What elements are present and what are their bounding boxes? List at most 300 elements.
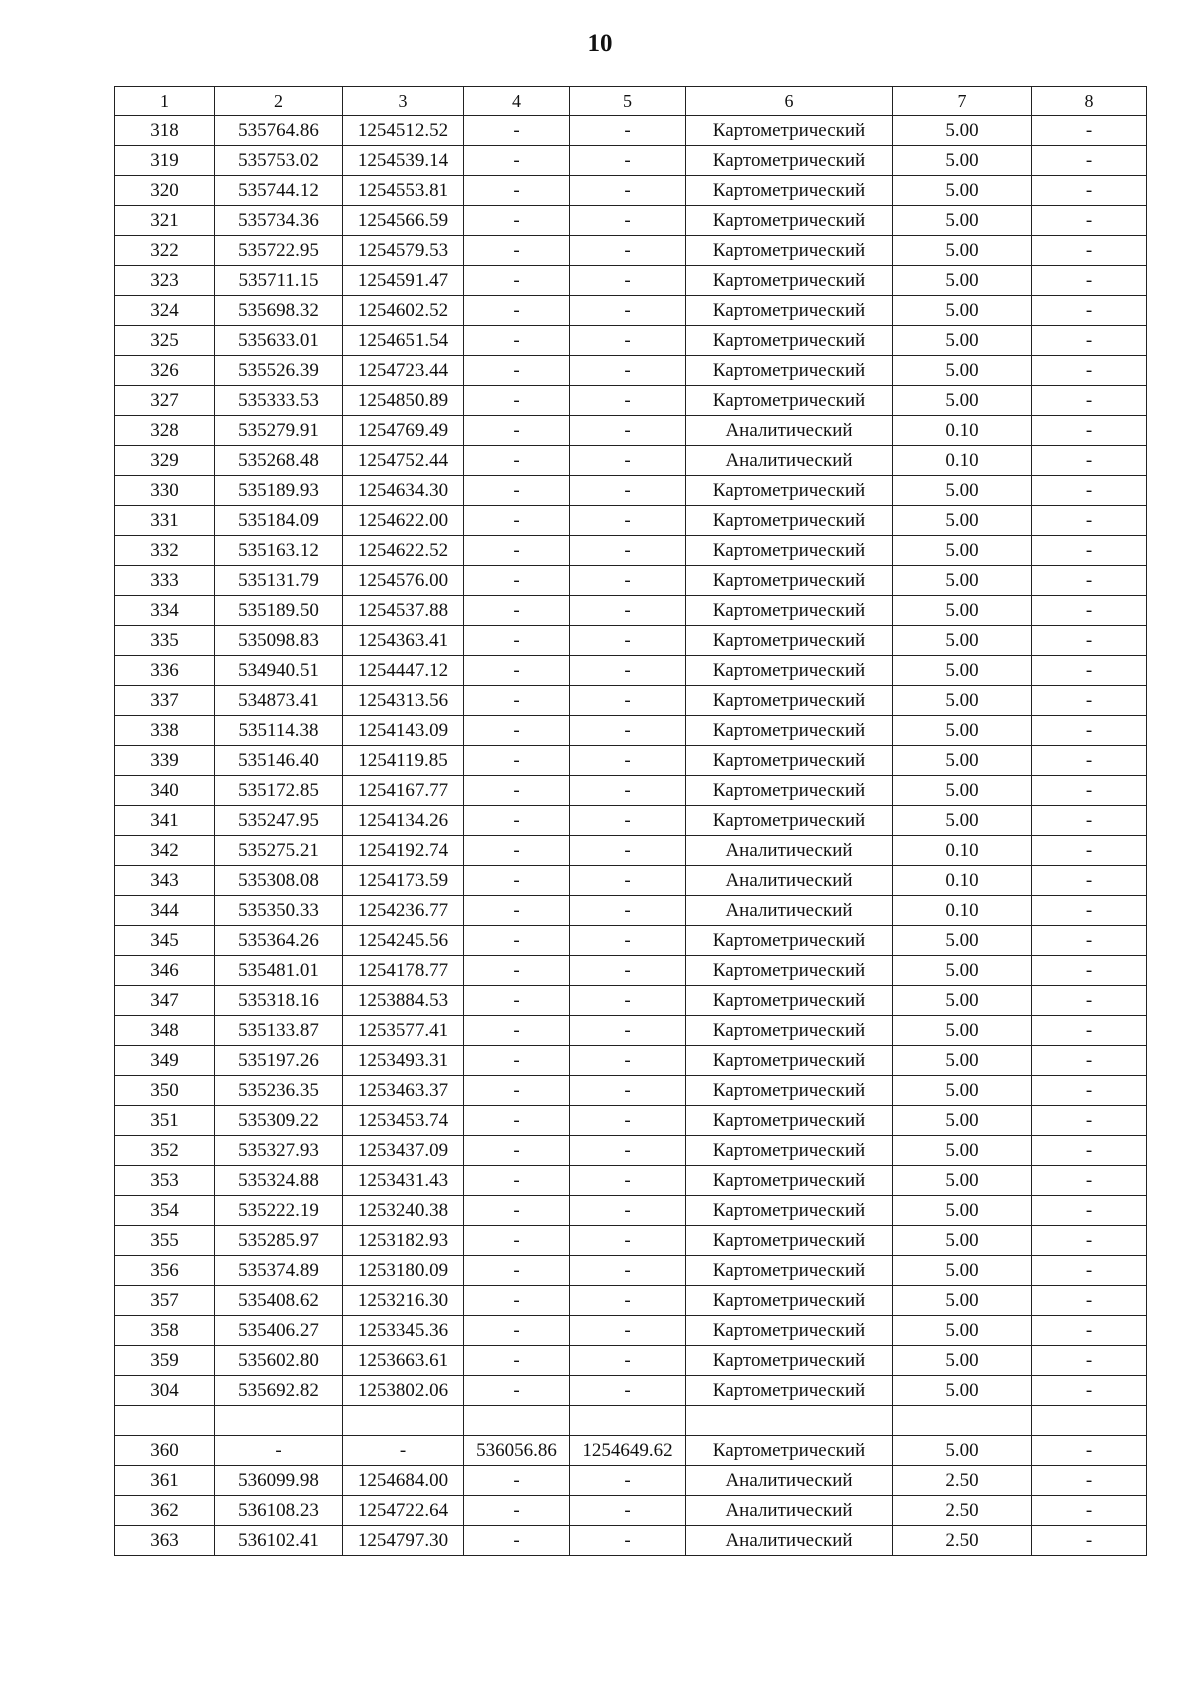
table-cell: Картометрический xyxy=(686,956,893,986)
table-cell: - xyxy=(570,116,686,146)
table-cell: Картометрический xyxy=(686,746,893,776)
column-header: 1 xyxy=(115,87,215,116)
table-cell: 1254178.77 xyxy=(343,956,464,986)
table-cell: 5.00 xyxy=(893,1196,1032,1226)
table-row xyxy=(115,836,1147,866)
table-cell: 535408.62 xyxy=(215,1286,343,1316)
table-cell: - xyxy=(570,176,686,206)
table-cell: 535324.88 xyxy=(215,1166,343,1196)
table-cell: 5.00 xyxy=(893,986,1032,1016)
table-row xyxy=(115,1106,1147,1136)
table-row xyxy=(115,866,1147,896)
table-cell: 535133.87 xyxy=(215,1016,343,1046)
table-cell: Картометрический xyxy=(686,716,893,746)
table-row xyxy=(115,626,1147,656)
table-body xyxy=(115,87,1147,1556)
table-cell: - xyxy=(1032,1346,1147,1376)
table-cell: - xyxy=(464,746,570,776)
table-cell: Аналитический xyxy=(686,1466,893,1496)
table-row xyxy=(115,506,1147,536)
table-cell: - xyxy=(570,566,686,596)
table-cell: - xyxy=(1032,176,1147,206)
table-cell: - xyxy=(464,956,570,986)
table-cell: - xyxy=(1032,806,1147,836)
table-cell: 0.10 xyxy=(893,446,1032,476)
table-row xyxy=(115,746,1147,776)
table-cell: 362 xyxy=(115,1496,215,1526)
page-number: 10 xyxy=(587,30,613,57)
table-cell: - xyxy=(1032,836,1147,866)
table-cell: 0.10 xyxy=(893,416,1032,446)
table-cell: - xyxy=(1032,956,1147,986)
table-row xyxy=(115,146,1147,176)
table-row xyxy=(115,1226,1147,1256)
table-cell: 2.50 xyxy=(893,1496,1032,1526)
table-cell: Картометрический xyxy=(686,1166,893,1196)
table-cell: - xyxy=(464,1076,570,1106)
table-row xyxy=(115,716,1147,746)
table-cell: 5.00 xyxy=(893,356,1032,386)
table-cell: Картометрический xyxy=(686,386,893,416)
table-cell: 344 xyxy=(115,896,215,926)
table-cell: 535481.01 xyxy=(215,956,343,986)
table-cell: - xyxy=(464,446,570,476)
header-row xyxy=(115,87,1147,116)
table-cell: 1254752.44 xyxy=(343,446,464,476)
table-cell: - xyxy=(570,1196,686,1226)
table-cell: 1254192.74 xyxy=(343,836,464,866)
table-cell: 1254447.12 xyxy=(343,656,464,686)
table-cell: 5.00 xyxy=(893,566,1032,596)
table-cell: Картометрический xyxy=(686,1106,893,1136)
table-cell: Картометрический xyxy=(686,206,893,236)
table-row xyxy=(115,566,1147,596)
table-cell: 1253453.74 xyxy=(343,1106,464,1136)
table-cell: - xyxy=(464,656,570,686)
table-cell: 535275.21 xyxy=(215,836,343,866)
table-cell: - xyxy=(464,986,570,1016)
table-cell: 352 xyxy=(115,1136,215,1166)
table-cell: - xyxy=(570,866,686,896)
table-cell: - xyxy=(1032,596,1147,626)
table-cell: - xyxy=(464,536,570,566)
table-row xyxy=(115,986,1147,1016)
table-cell: 2.50 xyxy=(893,1526,1032,1556)
table-cell: Картометрический xyxy=(686,1136,893,1166)
table-cell: 1254313.56 xyxy=(343,686,464,716)
table-cell: - xyxy=(570,746,686,776)
table-cell: 5.00 xyxy=(893,596,1032,626)
table-row xyxy=(115,1376,1147,1406)
table-cell: 535236.35 xyxy=(215,1076,343,1106)
table-cell: Картометрический xyxy=(686,776,893,806)
table-cell: Картометрический xyxy=(686,1316,893,1346)
table-cell: 535406.27 xyxy=(215,1316,343,1346)
table-cell: - xyxy=(1032,896,1147,926)
table-cell: 331 xyxy=(115,506,215,536)
table-cell: 5.00 xyxy=(893,146,1032,176)
table-cell: 535098.83 xyxy=(215,626,343,656)
table-cell: - xyxy=(570,1136,686,1166)
table-cell: - xyxy=(1032,1106,1147,1136)
table-cell: 535279.91 xyxy=(215,416,343,446)
table-cell: - xyxy=(570,1376,686,1406)
table-cell: - xyxy=(464,866,570,896)
table-cell: - xyxy=(215,1436,343,1466)
table-cell: 535318.16 xyxy=(215,986,343,1016)
table-cell: - xyxy=(343,1436,464,1466)
table-row xyxy=(115,446,1147,476)
table-cell: 1254143.09 xyxy=(343,716,464,746)
table-cell: 1254566.59 xyxy=(343,206,464,236)
table-cell xyxy=(570,1406,686,1436)
table-cell: 5.00 xyxy=(893,1136,1032,1166)
table-cell: - xyxy=(464,896,570,926)
table-cell: 535114.38 xyxy=(215,716,343,746)
table-cell: 535764.86 xyxy=(215,116,343,146)
table-row xyxy=(115,116,1147,146)
table-row xyxy=(115,1136,1147,1166)
table-cell: 1253493.31 xyxy=(343,1046,464,1076)
table-row xyxy=(115,1016,1147,1046)
table-cell: Картометрический xyxy=(686,806,893,836)
table-cell: 1253884.53 xyxy=(343,986,464,1016)
table-cell: - xyxy=(1032,1256,1147,1286)
table-cell xyxy=(215,1406,343,1436)
table-cell: 357 xyxy=(115,1286,215,1316)
table-cell: 1254634.30 xyxy=(343,476,464,506)
table-cell: Картометрический xyxy=(686,326,893,356)
table-cell: 1254236.77 xyxy=(343,896,464,926)
table-row xyxy=(115,1256,1147,1286)
table-cell: 5.00 xyxy=(893,236,1032,266)
table-cell: 1254622.00 xyxy=(343,506,464,536)
table-cell: 1253663.61 xyxy=(343,1346,464,1376)
table-cell: - xyxy=(1032,1496,1147,1526)
table-cell: - xyxy=(464,1106,570,1136)
table-cell: 339 xyxy=(115,746,215,776)
table-cell: - xyxy=(570,776,686,806)
table-row xyxy=(115,1466,1147,1496)
table-cell: - xyxy=(1032,296,1147,326)
table-cell: 1253345.36 xyxy=(343,1316,464,1346)
table-row xyxy=(115,1346,1147,1376)
table-row xyxy=(115,176,1147,206)
table-cell: 1254576.00 xyxy=(343,566,464,596)
table-cell: 1254602.52 xyxy=(343,296,464,326)
table-cell: - xyxy=(570,416,686,446)
table-cell: Картометрический xyxy=(686,626,893,656)
table-cell: 1254649.62 xyxy=(570,1436,686,1466)
table-cell: 1254245.56 xyxy=(343,926,464,956)
table-cell: 5.00 xyxy=(893,716,1032,746)
table-cell: 5.00 xyxy=(893,1436,1032,1466)
table-cell: Картометрический xyxy=(686,1256,893,1286)
table-cell: 318 xyxy=(115,116,215,146)
table-cell: 535309.22 xyxy=(215,1106,343,1136)
table-cell: 5.00 xyxy=(893,1256,1032,1286)
table-cell: 327 xyxy=(115,386,215,416)
table-cell: 1254363.41 xyxy=(343,626,464,656)
table-cell: 536108.23 xyxy=(215,1496,343,1526)
table-cell: - xyxy=(570,986,686,1016)
table-cell: - xyxy=(1032,1376,1147,1406)
table-cell: - xyxy=(464,116,570,146)
table-cell: Картометрический xyxy=(686,1436,893,1466)
table-cell: Картометрический xyxy=(686,1376,893,1406)
table-cell: Картометрический xyxy=(686,476,893,506)
table-cell: 535722.95 xyxy=(215,236,343,266)
table-cell: 5.00 xyxy=(893,506,1032,536)
table-row xyxy=(115,686,1147,716)
table-cell: - xyxy=(570,1166,686,1196)
table-cell: - xyxy=(1032,1436,1147,1466)
table-row xyxy=(115,956,1147,986)
table-cell: - xyxy=(570,1316,686,1346)
table-cell: - xyxy=(1032,386,1147,416)
table-cell: Картометрический xyxy=(686,1076,893,1106)
table-cell: 1253182.93 xyxy=(343,1226,464,1256)
table-cell: 535692.82 xyxy=(215,1376,343,1406)
table-cell: - xyxy=(464,836,570,866)
table-cell xyxy=(115,1406,215,1436)
table-cell: 535247.95 xyxy=(215,806,343,836)
table-cell: 535526.39 xyxy=(215,356,343,386)
table-row xyxy=(115,536,1147,566)
table-row xyxy=(115,416,1147,446)
table-cell: 360 xyxy=(115,1436,215,1466)
table-cell: 1254539.14 xyxy=(343,146,464,176)
column-header: 4 xyxy=(464,87,570,116)
table-cell: Картометрический xyxy=(686,656,893,686)
table-cell: - xyxy=(570,1466,686,1496)
table-cell: 323 xyxy=(115,266,215,296)
table-cell: Картометрический xyxy=(686,926,893,956)
table-cell: 5.00 xyxy=(893,926,1032,956)
table-cell: 332 xyxy=(115,536,215,566)
table-cell: - xyxy=(464,806,570,836)
table-cell: Картометрический xyxy=(686,506,893,536)
table-cell: 322 xyxy=(115,236,215,266)
table-cell: 326 xyxy=(115,356,215,386)
table-cell: 535364.26 xyxy=(215,926,343,956)
table-cell: - xyxy=(570,836,686,866)
table-cell: - xyxy=(464,776,570,806)
table-cell: - xyxy=(570,656,686,686)
table-cell: 5.00 xyxy=(893,1226,1032,1256)
table-cell: 348 xyxy=(115,1016,215,1046)
table-row xyxy=(115,1406,1147,1436)
table-row xyxy=(115,476,1147,506)
table-cell: 1254622.52 xyxy=(343,536,464,566)
table-row xyxy=(115,1286,1147,1316)
table-cell: - xyxy=(464,1256,570,1286)
table-cell: - xyxy=(570,266,686,296)
table-cell: 5.00 xyxy=(893,1286,1032,1316)
table-cell: - xyxy=(1032,116,1147,146)
table-cell: 5.00 xyxy=(893,1346,1032,1376)
table-cell: - xyxy=(1032,206,1147,236)
table-cell: - xyxy=(570,596,686,626)
table-cell: - xyxy=(464,1016,570,1046)
column-header: 3 xyxy=(343,87,464,116)
table-cell: 535197.26 xyxy=(215,1046,343,1076)
table-cell: - xyxy=(464,1046,570,1076)
table-cell: 354 xyxy=(115,1196,215,1226)
table-cell: 361 xyxy=(115,1466,215,1496)
table-cell: 535374.89 xyxy=(215,1256,343,1286)
table-cell: - xyxy=(1032,356,1147,386)
table-cell: - xyxy=(1032,1076,1147,1106)
table-row xyxy=(115,1076,1147,1106)
table-cell: - xyxy=(464,926,570,956)
table-cell: 535698.32 xyxy=(215,296,343,326)
table-cell: - xyxy=(570,386,686,416)
table-cell: 535184.09 xyxy=(215,506,343,536)
table-cell: 535308.08 xyxy=(215,866,343,896)
column-header: 6 xyxy=(686,87,893,116)
table-cell: 1253431.43 xyxy=(343,1166,464,1196)
table-cell: 325 xyxy=(115,326,215,356)
table-cell: 535146.40 xyxy=(215,746,343,776)
table-cell: Аналитический xyxy=(686,1526,893,1556)
table-cell: - xyxy=(570,356,686,386)
table-cell: - xyxy=(570,1256,686,1286)
table-cell: 345 xyxy=(115,926,215,956)
table-cell: 535285.97 xyxy=(215,1226,343,1256)
table-row xyxy=(115,296,1147,326)
table-cell: - xyxy=(1032,1316,1147,1346)
table-cell: - xyxy=(570,1076,686,1106)
table-cell: 350 xyxy=(115,1076,215,1106)
table-cell: 5.00 xyxy=(893,1046,1032,1076)
table-cell: - xyxy=(464,416,570,446)
table-cell: - xyxy=(1032,1136,1147,1166)
table-cell: 349 xyxy=(115,1046,215,1076)
table-cell: Аналитический xyxy=(686,416,893,446)
table-cell: - xyxy=(570,716,686,746)
table-row xyxy=(115,776,1147,806)
table-cell: 358 xyxy=(115,1316,215,1346)
table-cell: - xyxy=(570,536,686,566)
table-cell: 536102.41 xyxy=(215,1526,343,1556)
table-row xyxy=(115,656,1147,686)
table-cell: 329 xyxy=(115,446,215,476)
table-cell: 5.00 xyxy=(893,686,1032,716)
table-cell: 5.00 xyxy=(893,956,1032,986)
table-cell: - xyxy=(570,1496,686,1526)
table-cell: Картометрический xyxy=(686,1196,893,1226)
table-cell: 351 xyxy=(115,1106,215,1136)
table-row xyxy=(115,236,1147,266)
table-cell: - xyxy=(1032,146,1147,176)
table-cell: - xyxy=(1032,1226,1147,1256)
table-row xyxy=(115,1166,1147,1196)
table-cell: - xyxy=(464,1376,570,1406)
table-cell: 333 xyxy=(115,566,215,596)
table-cell: 1253463.37 xyxy=(343,1076,464,1106)
table-cell: 1254723.44 xyxy=(343,356,464,386)
table-row xyxy=(115,1526,1147,1556)
table-cell: - xyxy=(464,1346,570,1376)
table-cell: - xyxy=(464,1226,570,1256)
table-cell: 0.10 xyxy=(893,866,1032,896)
table-cell xyxy=(343,1406,464,1436)
table-cell: 5.00 xyxy=(893,476,1032,506)
table-cell: 535711.15 xyxy=(215,266,343,296)
table-cell: Картометрический xyxy=(686,1046,893,1076)
table-cell: 535633.01 xyxy=(215,326,343,356)
table-cell: 1254684.00 xyxy=(343,1466,464,1496)
table-cell: 535163.12 xyxy=(215,536,343,566)
table-cell: 535753.02 xyxy=(215,146,343,176)
table-cell: Картометрический xyxy=(686,176,893,206)
table-cell: - xyxy=(1032,866,1147,896)
table-cell: 535333.53 xyxy=(215,386,343,416)
table-cell: 1254769.49 xyxy=(343,416,464,446)
table-cell: - xyxy=(464,296,570,326)
table-row xyxy=(115,896,1147,926)
table-cell: 535268.48 xyxy=(215,446,343,476)
table-cell: 535327.93 xyxy=(215,1136,343,1166)
table-cell: 5.00 xyxy=(893,1016,1032,1046)
table-cell: 535189.50 xyxy=(215,596,343,626)
table-cell: 1254537.88 xyxy=(343,596,464,626)
table-cell: 1254797.30 xyxy=(343,1526,464,1556)
table-cell: 346 xyxy=(115,956,215,986)
table-cell: - xyxy=(464,1166,570,1196)
table-cell: 5.00 xyxy=(893,266,1032,296)
table-cell xyxy=(893,1406,1032,1436)
table-cell: 336 xyxy=(115,656,215,686)
table-cell: Картометрический xyxy=(686,536,893,566)
table-cell: 1254553.81 xyxy=(343,176,464,206)
table-cell: - xyxy=(1032,716,1147,746)
table-cell: 347 xyxy=(115,986,215,1016)
table-row xyxy=(115,1436,1147,1466)
table-cell: 363 xyxy=(115,1526,215,1556)
table-cell: - xyxy=(1032,776,1147,806)
table-cell: 5.00 xyxy=(893,326,1032,356)
table-cell: 534873.41 xyxy=(215,686,343,716)
table-cell: 0.10 xyxy=(893,896,1032,926)
table-cell: - xyxy=(464,236,570,266)
table-cell: 5.00 xyxy=(893,296,1032,326)
table-cell: 536099.98 xyxy=(215,1466,343,1496)
table-cell: - xyxy=(464,566,570,596)
table-row xyxy=(115,326,1147,356)
table-cell: - xyxy=(1032,416,1147,446)
table-cell: 1254167.77 xyxy=(343,776,464,806)
table-cell: - xyxy=(464,176,570,206)
table-cell: 1254173.59 xyxy=(343,866,464,896)
table-row xyxy=(115,386,1147,416)
table-cell: - xyxy=(570,686,686,716)
table-cell: Картометрический xyxy=(686,146,893,176)
table-cell: 1253216.30 xyxy=(343,1286,464,1316)
table-cell: - xyxy=(1032,626,1147,656)
table-cell: - xyxy=(570,1286,686,1316)
table-cell: 5.00 xyxy=(893,626,1032,656)
table-cell: Аналитический xyxy=(686,446,893,476)
table-cell: - xyxy=(1032,476,1147,506)
table-cell: - xyxy=(1032,1166,1147,1196)
table-row xyxy=(115,1196,1147,1226)
table-cell: - xyxy=(1032,1016,1147,1046)
table-cell: Картометрический xyxy=(686,1226,893,1256)
table-row xyxy=(115,356,1147,386)
table-cell: - xyxy=(570,896,686,926)
